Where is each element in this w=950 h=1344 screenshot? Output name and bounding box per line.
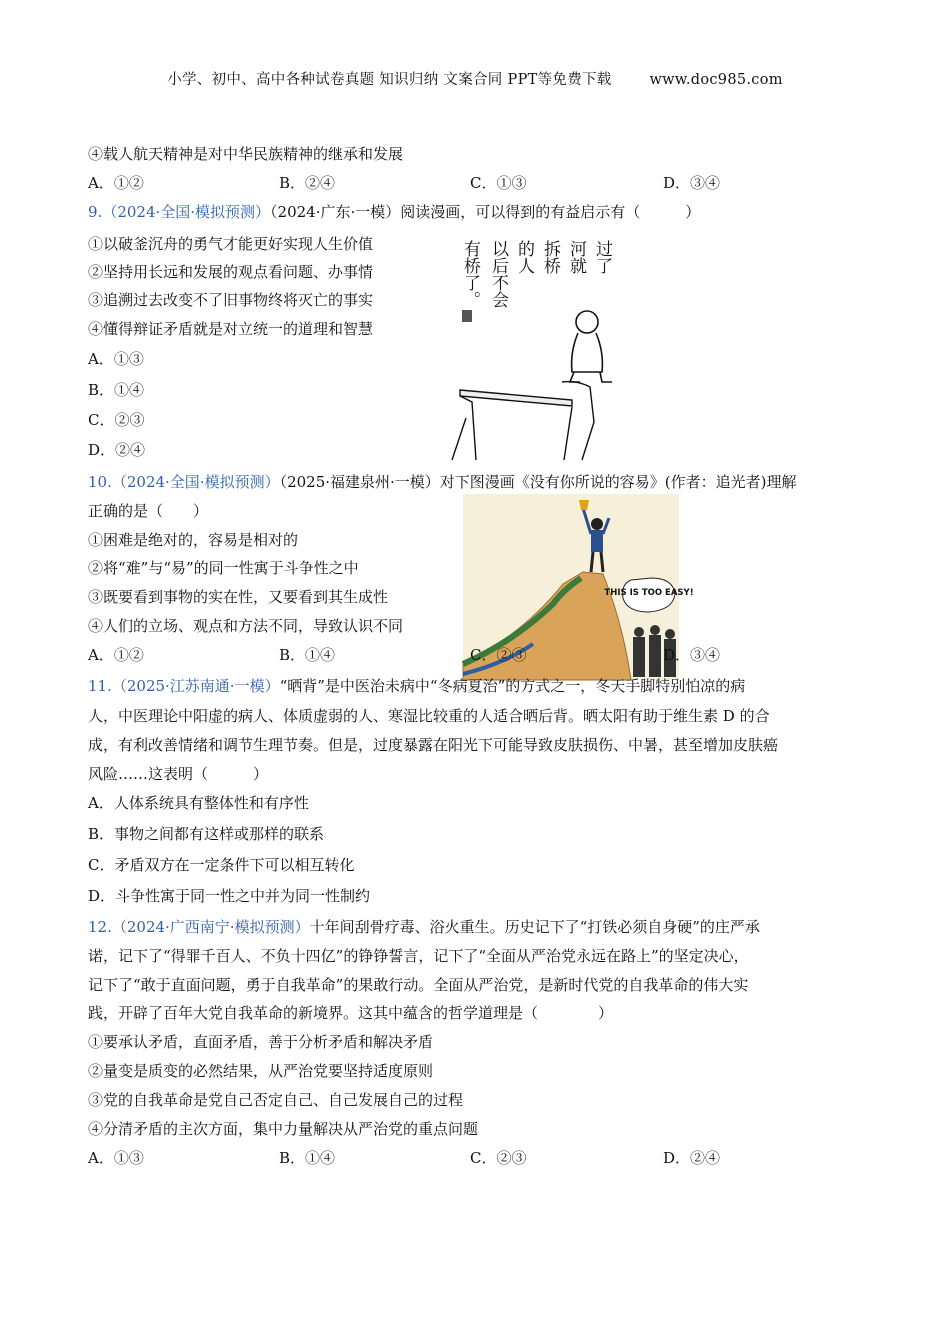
cartoon-text-col-5: 以后不会 — [488, 240, 508, 308]
q10-source: （2024·全国·模拟预测） — [111, 473, 280, 491]
q10-item-3: ③既要看到事物的实在性，又要看到其生成性 — [88, 588, 389, 606]
cartoon-text-col-4: 的人 — [514, 240, 534, 274]
seal-stamp-icon — [462, 310, 472, 322]
q12-option-a[interactable]: A．①③ — [88, 1149, 144, 1167]
q12-stem-text: 十年间刮骨疗毒、浴火重生。历史记下了“打铁必须自身硬”的庄严承 — [309, 918, 760, 936]
q12-item-3: ③党的自我革命是党自己否定自己、自己发展自己的过程 — [88, 1091, 464, 1109]
q10-option-c[interactable]: C．②③ — [470, 646, 527, 664]
bubble-text: THIS IS TOO EASY! — [604, 588, 694, 598]
q11-option-c[interactable]: C．矛盾双方在一定条件下可以相互转化 — [88, 856, 355, 874]
cartoon-text-col-2: 河就 — [566, 240, 586, 274]
q12-stem-line-2: 诺，记下了“得罪千百人、不负十四亿”的铮铮誓言，记下了“全面从严治党永远在路上”的坚定决心， — [88, 947, 749, 965]
q9-option-d[interactable]: D．②④ — [88, 441, 146, 459]
q8-option-b[interactable]: B．②④ — [279, 174, 336, 192]
cartoon-text-col-3: 拆桥 — [540, 240, 560, 274]
header-url[interactable]: www.doc985.com — [649, 72, 783, 88]
q9-option-b[interactable]: B．①④ — [88, 381, 145, 399]
left-cliff-icon — [452, 396, 476, 460]
q10-item-4: ④人们的立场、观点和方法不同，导致认识不同 — [88, 617, 404, 635]
q11-number: 11. — [88, 677, 112, 695]
q12-stem-line-3: 记下了“敢于直面问题，勇于自我革命”的果敢行动。全面从严治党，是新时代党的自我革命的伟大实 — [88, 976, 749, 994]
q11-stem-text: “晒背”是中医治未病中“冬病夏治”的方式之一，冬天手脚特别怕凉的病 — [279, 677, 746, 695]
q9-number: 9. — [88, 203, 103, 221]
q10-stem-line-1 — [88, 472, 797, 492]
q10-item-1: ①困难是绝对的，容易是相对的 — [88, 531, 299, 549]
right-cliff-icon — [562, 382, 594, 460]
q10-option-a[interactable]: A．①② — [88, 646, 144, 664]
header-text: 小学、初中、高中各种试卷真题 知识归纳 文案合同 PPT等免费下载 — [167, 72, 612, 88]
q9-item-4: ④懂得辩证矛盾就是对立统一的道理和智慧 — [88, 320, 374, 338]
q12-stem-line-1 — [88, 917, 760, 937]
cartoon-text-col-6: 有桥了。 — [460, 240, 480, 308]
q11-source: （2025·江苏南通·一模） — [111, 677, 280, 695]
q12-item-1: ①要承认矛盾，直面矛盾，善于分析矛盾和解决矛盾 — [88, 1033, 434, 1051]
q9-item-1: ①以破釜沉舟的勇气才能更好实现人生价值 — [88, 235, 374, 253]
q12-item-2: ②量变是质变的必然结果，从严治党要坚持适度原则 — [88, 1062, 434, 1080]
q11-option-d[interactable]: D．斗争性寓于同一性之中并为同一性制约 — [88, 887, 371, 905]
cartoon-text-col-1: 过了 — [592, 240, 612, 274]
q9-option-a[interactable]: A．①③ — [88, 350, 144, 368]
q8-option-a[interactable]: A．①② — [88, 174, 144, 192]
q12-item-4: ④分清矛盾的主次方面，集中力量解决从严治党的重点问题 — [88, 1120, 479, 1138]
page-header — [0, 68, 950, 89]
q9-cartoon-bridge — [452, 222, 642, 460]
q12-number: 12. — [88, 918, 112, 936]
q12-option-b[interactable]: B．①④ — [279, 1149, 336, 1167]
q12-option-d[interactable]: D．②④ — [663, 1149, 721, 1167]
q11-stem-line-3: 成，有利改善情绪和调节生理节奏。但是，过度暴露在阳光下可能导致皮肤损伤、中暑，甚至增加皮肤癌 — [88, 736, 779, 754]
q12-source: （2024·广西南宁·模拟预测） — [111, 918, 310, 936]
q8-option-c[interactable]: C．①③ — [470, 174, 527, 192]
q11-option-b[interactable]: B．事物之间都有这样或那样的联系 — [88, 825, 325, 843]
q11-stem-line-1 — [88, 676, 745, 696]
q10-number: 10. — [88, 473, 112, 491]
q9-source: （2024·全国·模拟预测） — [102, 203, 271, 221]
q8-item-4: ④载人航天精神是对中华民族精神的继承和发展 — [88, 145, 404, 163]
q9-stem-text: （2024·广东·一模）阅读漫画，可以得到的有益启示有（ ） — [270, 203, 701, 221]
q10-item-2: ②将“难”与“易”的同一性寓于斗争性之中 — [88, 559, 359, 577]
q9-stem — [88, 202, 700, 222]
q10-option-b[interactable]: B．①④ — [279, 646, 336, 664]
broken-plank-icon — [460, 390, 572, 406]
q10-option-d[interactable]: D．③④ — [663, 646, 721, 664]
q10-stem-line-2: 正确的是（ ） — [88, 502, 209, 520]
q12-option-c[interactable]: C．②③ — [470, 1149, 527, 1167]
q11-stem-line-2: 人，中医理论中阳虚的病人、体质虚弱的人、寒湿比较重的人适合晒后背。晒太阳有助于维生素 D 的合 — [88, 707, 770, 725]
q9-item-3: ③追溯过去改变不了旧事物终将灭亡的事实 — [88, 291, 374, 309]
q12-stem-line-4: 践，开辟了百年大党自我革命的新境界。这其中蕴含的哲学道理是（ ） — [88, 1004, 614, 1022]
q9-option-c[interactable]: C．②③ — [88, 411, 145, 429]
q10-stem-text: （2025·福建泉州·一模）对下图漫画《没有你所说的容易》(作者：追光者)理解 — [279, 473, 797, 491]
q11-option-a[interactable]: A．人体系统具有整体性和有序性 — [88, 794, 309, 812]
q11-stem-line-4: 风险……这表明（ ） — [88, 765, 269, 783]
q9-item-2: ②坚持用长远和发展的观点看问题、办事情 — [88, 263, 374, 281]
q8-option-d[interactable]: D．③④ — [663, 174, 721, 192]
person-figure-icon — [570, 311, 612, 382]
